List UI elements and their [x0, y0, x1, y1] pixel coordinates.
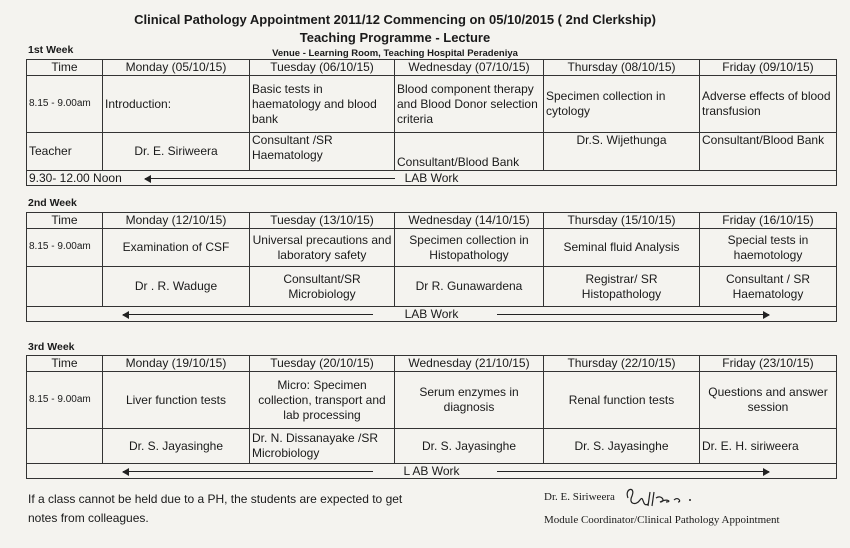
topic-cell: Seminal fluid Analysis — [544, 229, 700, 267]
header-tuesday: Tuesday (06/10/15) — [250, 60, 395, 76]
week3-label: 3rd Week — [28, 341, 75, 353]
teacher-cell: Consultant / SR Haematology — [700, 267, 837, 307]
teacher-cell: Dr. N. Dissanayake /SR Microbiology — [250, 429, 395, 464]
week1-label: 1st Week — [28, 44, 74, 56]
footnote: If a class cannot be held due to a PH, the students are expected to get notes from colleagues. — [28, 492, 403, 525]
teacher-cell: Dr R. Gunawardena — [395, 267, 544, 307]
topic-cell: Specimen collection in Histopathology — [395, 229, 544, 267]
teacher-label — [27, 429, 103, 464]
header-friday: Friday (09/10/15) — [700, 60, 837, 76]
topic-cell: Renal function tests — [544, 372, 700, 429]
page-subtitle: Teaching Programme - Lecture — [299, 30, 491, 45]
week2-table — [26, 212, 837, 322]
topic-cell: Questions and answer session — [700, 372, 837, 429]
lab-work-row — [27, 171, 837, 186]
teacher-label: Teacher — [27, 133, 103, 171]
header-thursday: Thursday (15/10/15) — [544, 213, 700, 229]
lab-time: 9.30- 12.00 Noon — [29, 171, 122, 185]
time-cell: 8.15 - 9.00am — [27, 76, 103, 133]
header-wednesday: Wednesday (21/10/15) — [395, 356, 544, 372]
signatory-role: Module Coordinator/Clinical Pathology Appointment — [544, 514, 780, 526]
teacher-cell: Consultant/Blood Bank — [395, 133, 544, 171]
teacher-cell: Registrar/ SR Histopathology — [544, 267, 700, 307]
topic-cell: Basic tests in haematology and blood bank — [250, 76, 395, 133]
lab-work-row — [27, 307, 837, 322]
week2-label: 2nd Week — [28, 197, 77, 209]
header-time: Time — [27, 213, 103, 229]
header-friday: Friday (23/10/15) — [700, 356, 837, 372]
topic-cell: Liver function tests — [103, 372, 250, 429]
topic-cell: Universal precautions and laboratory safety — [250, 229, 395, 267]
header-wednesday: Wednesday (07/10/15) — [395, 60, 544, 76]
week1-table — [26, 59, 837, 186]
header-thursday: Thursday (08/10/15) — [544, 60, 700, 76]
page-title: Clinical Pathology Appointment 2011/12 Commencing on 05/10/2015 ( 2nd Clerkship) — [134, 12, 656, 27]
week3-table — [26, 355, 837, 479]
header-monday: Monday (19/10/15) — [103, 356, 250, 372]
lab-work-row — [27, 464, 837, 479]
header-wednesday: Wednesday (14/10/15) — [395, 213, 544, 229]
teacher-cell: Dr . R. Waduge — [103, 267, 250, 307]
teacher-cell: Dr. S. Jayasinghe — [395, 429, 544, 464]
topic-cell: Blood component therapy and Blood Donor selection criteria — [395, 76, 544, 133]
signature-mark — [622, 484, 702, 510]
teacher-cell: Consultant /SR Haematology — [250, 133, 395, 171]
header-time: Time — [27, 356, 103, 372]
topic-cell: Specimen collection in cytology — [544, 76, 700, 133]
venue-line: Venue - Learning Room, Teaching Hospital Peradeniya — [272, 48, 518, 59]
header-friday: Friday (16/10/15) — [700, 213, 837, 229]
teacher-cell: Dr. E. H. siriweera — [700, 429, 837, 464]
header-monday: Monday (12/10/15) — [103, 213, 250, 229]
header-tuesday: Tuesday (20/10/15) — [250, 356, 395, 372]
teacher-cell: Dr. E. Siriweera — [103, 133, 250, 171]
teacher-cell: Consultant/Blood Bank — [700, 133, 837, 171]
lab-work-label: L AB Work — [403, 464, 460, 478]
teacher-cell: Dr. S. Jayasinghe — [544, 429, 700, 464]
topic-cell: Serum enzymes in diagnosis — [395, 372, 544, 429]
lab-work-label: LAB Work — [404, 171, 459, 185]
teacher-label — [27, 267, 103, 307]
header-monday: Monday (05/10/15) — [103, 60, 250, 76]
teacher-cell: Consultant/SR Microbiology — [250, 267, 395, 307]
topic-cell: Special tests in haemotology — [700, 229, 837, 267]
topic-cell: Adverse effects of blood transfusion — [700, 76, 837, 133]
time-cell: 8.15 - 9.00am — [27, 372, 103, 429]
header-time: Time — [27, 60, 103, 76]
topic-cell: Examination of CSF — [103, 229, 250, 267]
teacher-cell: Dr.S. Wijethunga — [544, 133, 700, 171]
header-tuesday: Tuesday (13/10/15) — [250, 213, 395, 229]
time-cell: 8.15 - 9.00am — [27, 229, 103, 267]
right-arrow-icon — [497, 314, 769, 315]
teacher-cell: Dr. S. Jayasinghe — [103, 429, 250, 464]
topic-cell: Introduction: — [103, 76, 250, 133]
topic-cell: Micro: Specimen collection, transport and lab processing — [250, 372, 395, 429]
signatory-name: Dr. E. Siriweera — [544, 491, 615, 503]
lab-work-label: LAB Work — [404, 307, 459, 321]
header-thursday: Thursday (22/10/15) — [544, 356, 700, 372]
right-arrow-icon — [497, 471, 769, 472]
